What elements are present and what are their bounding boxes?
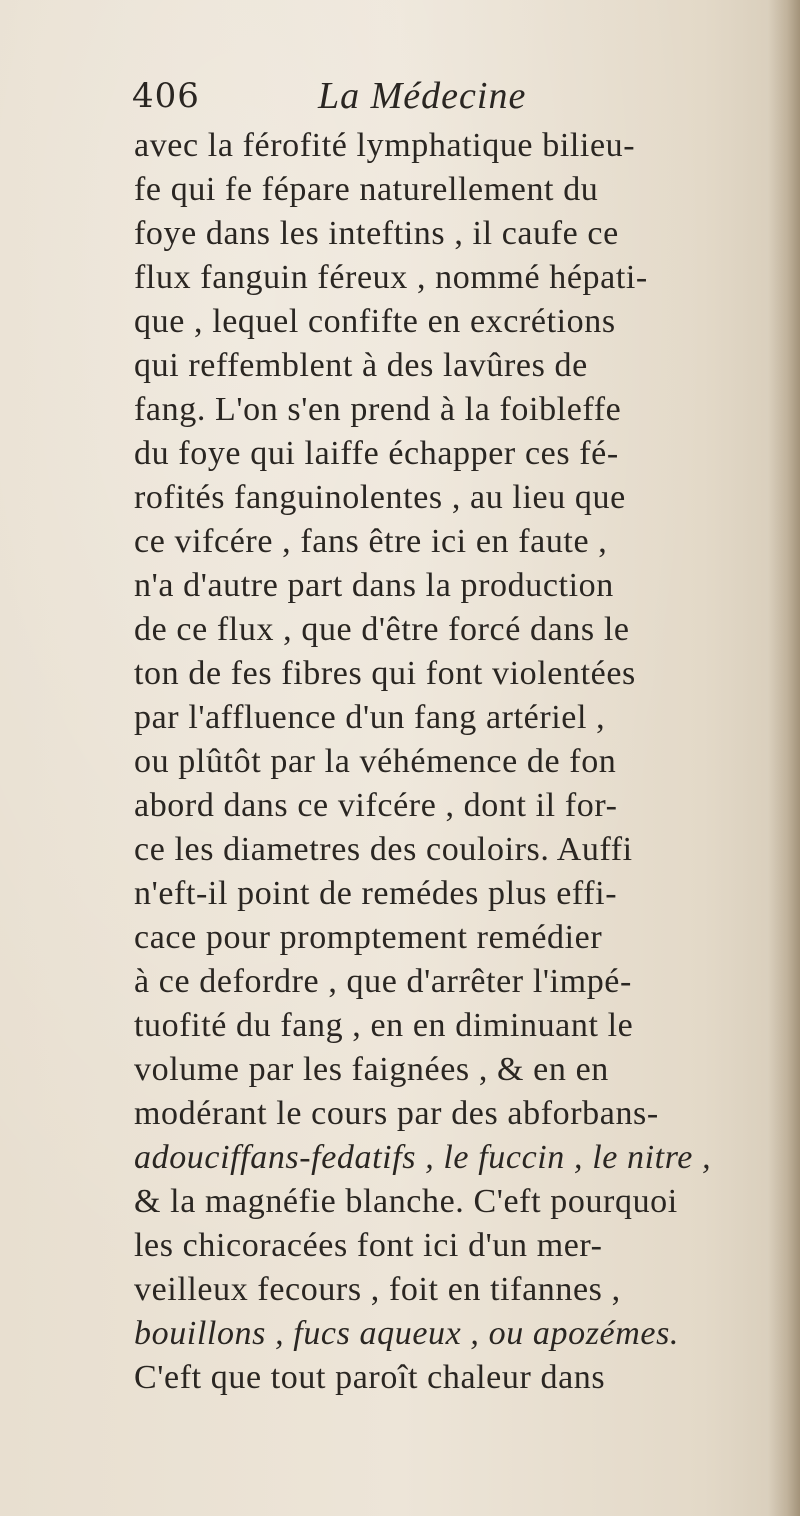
text-line: ton de fes fibres qui font violentées xyxy=(134,655,636,692)
text-line: volume par les faignées , & en en xyxy=(134,1051,609,1088)
text-line: bouillons , fucs aqueux , ou apozémes. xyxy=(134,1315,680,1352)
text-line: rofités fanguinolentes , au lieu que xyxy=(134,479,626,516)
running-title: La Médecine xyxy=(318,75,527,117)
text-line: veilleux fecours , foit en tifannes , xyxy=(134,1271,621,1308)
text-line: ce les diametres des couloirs. Auffi xyxy=(134,831,633,868)
text-line: & la magnéfie blanche. C'eft pourquoi xyxy=(134,1183,678,1220)
page-number: 406 xyxy=(132,76,200,116)
text-line: du foye qui laiffe échapper ces fé- xyxy=(134,435,619,472)
text-line: modérant le cours par des abforbans- xyxy=(134,1095,659,1132)
text-line: que , lequel confifte en excrétions xyxy=(134,303,616,340)
text-line: à ce defordre , que d'arrêter l'impé- xyxy=(134,963,632,1000)
text-line: fang. L'on s'en prend à la foibleffe xyxy=(134,391,622,428)
text-line: flux fanguin féreux , nommé hépati- xyxy=(134,259,648,296)
text-line: ce vifcére , fans être ici en faute , xyxy=(134,523,608,560)
text-line: n'eft-il point de remédes plus effi- xyxy=(134,875,618,912)
text-line: abord dans ce vifcére , dont il for- xyxy=(134,787,618,824)
text-line: avec la férofité lymphatique bilieu- xyxy=(134,127,636,164)
page-edge-shadow xyxy=(768,0,800,1516)
text-line: tuofité du fang , en en diminuant le xyxy=(134,1007,634,1044)
text-line: fe qui fe fépare naturellement du xyxy=(134,171,599,208)
text-line: n'a d'autre part dans la production xyxy=(134,567,614,604)
text-line: qui reffemblent à des lavûres de xyxy=(134,347,588,384)
text-line: C'eft que tout paroît chaleur dans xyxy=(134,1359,606,1396)
text-line: par l'affluence d'un fang artériel , xyxy=(134,699,606,736)
text-line: adouciffans-fedatifs , le fuccin , le nitre , xyxy=(134,1139,712,1176)
text-line: cace pour promptement remédier xyxy=(134,919,603,956)
text-line: ou plûtôt par la véhémence de fon xyxy=(134,743,617,780)
text-line: les chicoracées font ici d'un mer- xyxy=(134,1227,603,1264)
page-header xyxy=(132,76,692,124)
text-line: foye dans les inteftins , il caufe ce xyxy=(134,215,619,252)
text-line: de ce flux , que d'être forcé dans le xyxy=(134,611,630,648)
body-text xyxy=(134,124,734,1400)
